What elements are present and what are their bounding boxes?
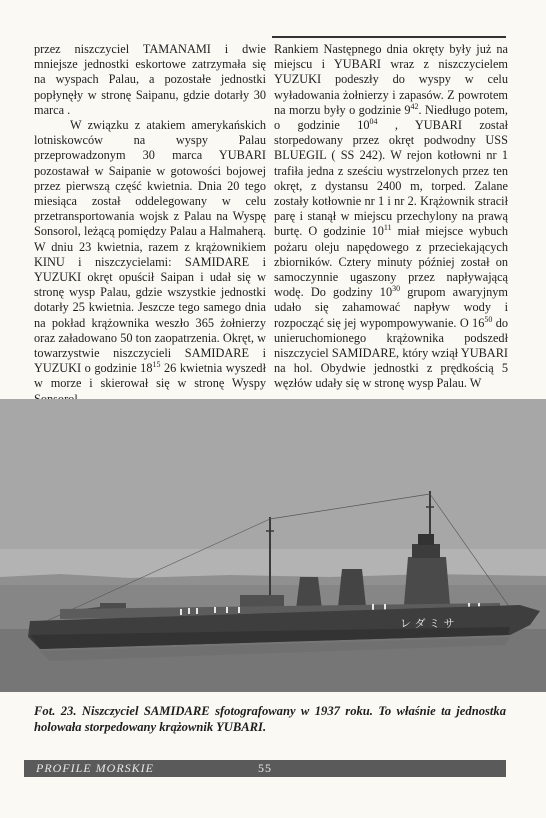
- paragraph: przez niszczyciel TAMANAMI i dwie mniejsze jednostki eskortowe zatrzymała się na wyspach Palau, a pozostałe jednostki popłynęły w stronę Saipanu, gdzie dotarły 30 marca .: [34, 42, 266, 117]
- paragraph-text: Rankiem Następnego dnia okręty były już na miejscu i YUBARI wraz z niszczycielem YUZUKI podeszły do wyspy w celu wyładowania żołnierzy i zapasów. Z powrotem na morzu były o godzinie 9: [274, 42, 508, 117]
- time-superscript: 42: [410, 101, 419, 111]
- footer-bar: [24, 760, 506, 777]
- paragraph-text: , YUBARI został storpedowany przez okręt podwodny USS BLUEGIL ( SS 242). W rejon kotłowni nr 1 trafiła jedna z sześciu wystrzelonych przez ten okręt, z dystansu 2400 m, torped. Zalane zostały kotłownie nr 1 i nr 2. Krążownik stracił parę i stanął w miejscu przechylony na prawą burtę. O godzinie 10: [274, 118, 508, 239]
- destroyer-illustration: [0, 399, 546, 692]
- paragraph-text: W związku z atakiem amerykańskich lotniskowców na wyspy Palau przeprowadzonym 30 marca YUBARI pozostawał w Saipanie w gotowości bojowej przez pierwszą część kwietnia. Dnia 20 tego miesiąca został oddelegowany w celu przetransportowania wojsk z Palau na Wyspę Sonsorol, leżącą pomiędzy Palau a Halmaherą. W dniu 23 kwietnia, razem z krążownikiem KINU i niszczycielami: SAMIDARE i YUZUKI okręt opuścił Saipan i udał się w stronę wysp Palau, gdzie wszystkie jednostki dotarły 25 kwietnia. Jeszcze tego samego dnia na pokład krążownika weszło 365 żołnierzy oraz załadowano 50 ton zaopatrzenia. Okręt, w towarzystwie niszczycieli SAMIDARE i YUZUKI o godzinie 18: [34, 118, 266, 376]
- paragraph: [34, 118, 266, 407]
- paragraph-text: . Niedługo potem, o godzinie 10: [274, 102, 508, 133]
- publication-title: PROFILE MORSKIE: [36, 761, 154, 775]
- photo-caption: Fot. 23. Niszczyciel SAMIDARE sfotografowany w 1937 roku. To właśnie ta jednostka holowała storpedowany krążownik YUBARI.: [34, 704, 506, 734]
- paragraph-text: grupom awaryjnym udało się zahamować napływ wody i rozpocząć się jej wypompowywanie. O 16: [274, 285, 508, 330]
- page-number: 55: [258, 761, 272, 775]
- destroyer-photo: [0, 399, 546, 692]
- paragraph: [274, 42, 508, 392]
- hull-marking: レ ダ ミ サ: [400, 617, 455, 630]
- paragraph-text: miał miejsce wybuch pożaru oleju napędowego z przeciekających zbiorników. Cztery minuty później został on samoczynnie ugaszony przez napływającą wodę. Do godziny 10: [274, 224, 508, 300]
- time-superscript: 50: [484, 314, 493, 324]
- right-column: [274, 42, 508, 392]
- left-column: [34, 42, 266, 407]
- time-superscript: 15: [152, 360, 161, 370]
- time-superscript: 30: [392, 284, 401, 294]
- time-superscript: 04: [369, 116, 378, 126]
- paragraph-text: 26 kwietnia wyszedł w morze i skierował się w stronę Wyspy: [34, 361, 266, 391]
- top-rule: [272, 36, 506, 38]
- time-superscript: 11: [383, 223, 392, 233]
- paragraph-text: do unieruchomionego krążownika podszedł niszczyciel SAMIDARE, który wziął YUBARI na hol. Obydwie jednostki z prędkością 5 węzłów udały się w stronę wysp Palau. W: [274, 315, 509, 391]
